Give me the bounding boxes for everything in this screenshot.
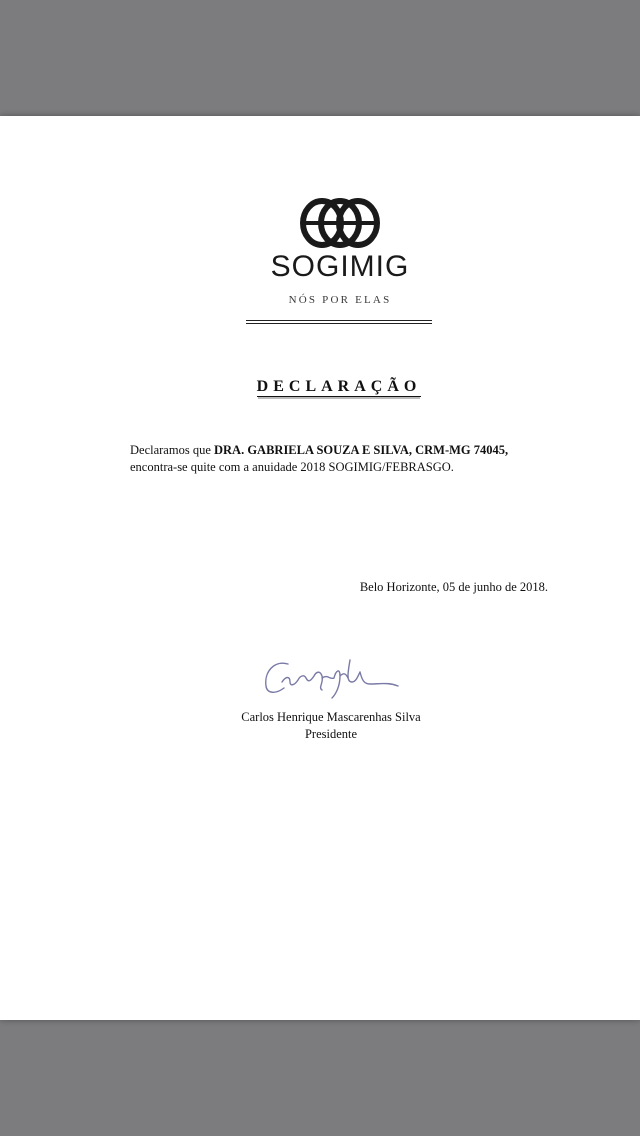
document-page xyxy=(0,116,640,1020)
intertwined-rings-emblem-icon xyxy=(298,196,382,250)
signer-name: Carlos Henrique Mascarenhas Silva xyxy=(241,710,421,724)
handwritten-signature xyxy=(260,652,405,702)
sogimig-logo xyxy=(240,196,440,316)
header-divider xyxy=(246,320,432,324)
logo-name: SOGIMIG xyxy=(270,250,410,283)
declaration-intro: Declaramos que xyxy=(130,443,214,457)
date-line: Belo Horizonte, 05 de junho de 2018. xyxy=(359,580,548,594)
declaration-doctor: DRA. GABRIELA SOUZA E SILVA, CRM-MG 74045, xyxy=(214,443,509,457)
declaration-rest: encontra-se quite com a anuidade 2018 SOGIMIG/FEBRASGO. xyxy=(130,460,454,474)
declaration-paragraph xyxy=(130,442,550,476)
signer-role: Presidente xyxy=(304,727,358,741)
document-title xyxy=(200,378,478,396)
document-title-text: DECLARAÇÃO xyxy=(256,378,422,395)
logo-tagline: NÓS POR ELAS xyxy=(288,294,392,306)
